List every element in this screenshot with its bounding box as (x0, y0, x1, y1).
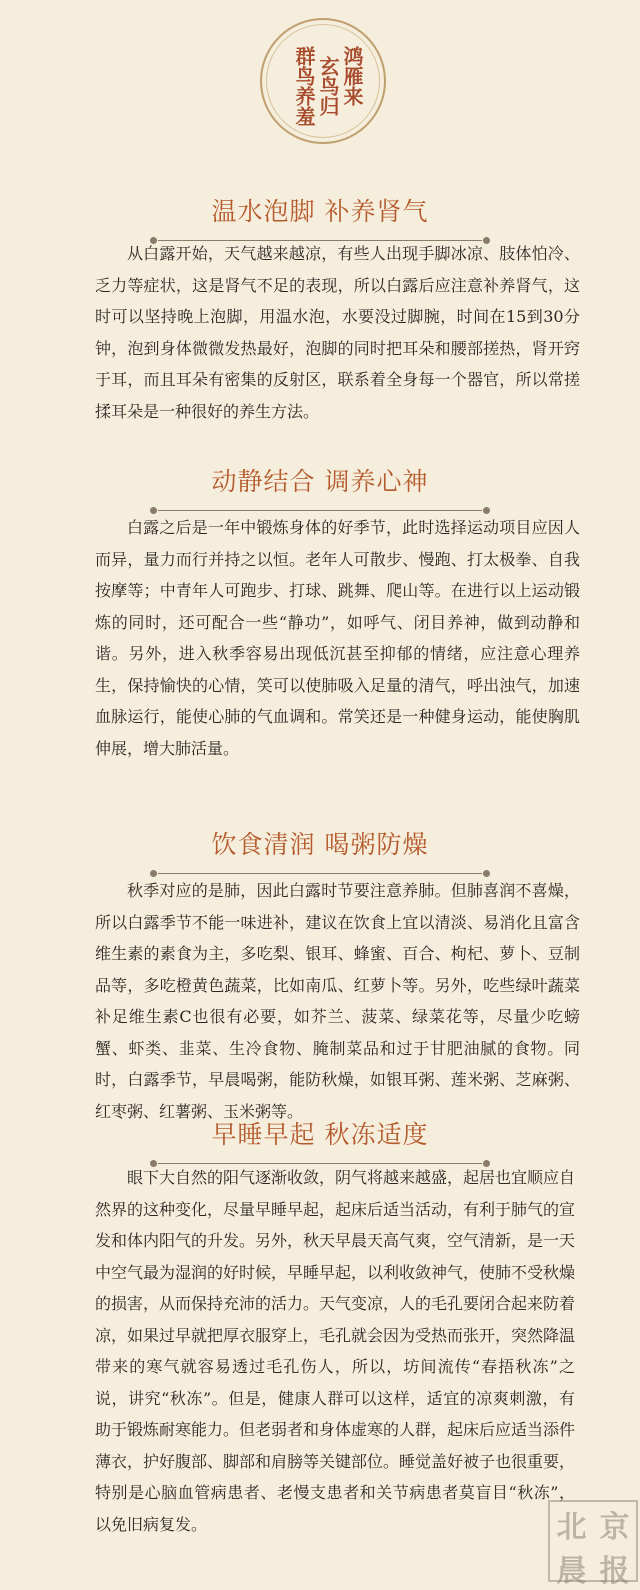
section-title-1: 温水泡脚 补养肾气 (211, 197, 429, 226)
seal-text-col2: 玄鸟归 (316, 56, 340, 116)
seal-emblem (260, 18, 386, 144)
section-title-4: 早睡早起 秋冻适度 (211, 1120, 429, 1149)
section-header-4 (140, 1115, 500, 1169)
section-title-3: 饮食清润 喝粥防燥 (211, 830, 429, 859)
watermark-char: 京 (599, 1510, 630, 1545)
watermark-char: 北 (556, 1510, 587, 1545)
section-title-2: 动静结合 调养心神 (211, 467, 429, 496)
seal-text-col3: 群鸟养羞 (292, 46, 316, 126)
section-header-3 (140, 825, 500, 879)
watermark-stamp (548, 1500, 638, 1589)
section-body-1: 从白露开始，天气越来越凉，有些人出现手脚冰凉、肢体怕冷、乏力等症状，这是肾气不足的表现，所以白露后应注意补养肾气，这时可以坚持晚上泡脚，用温水泡，水要没过脚腕，时间在15到30分钟，泡到身体微微发热最好，泡脚的同时把耳朵和腰部搓热，肾开窍于耳，而且耳朵有密集的反射区，联系着全身每一个器官，所以常搓揉耳朵是一种很好的养生方法。 (95, 244, 580, 421)
section-body-3: 秋季对应的是肺，因此白露时节要注意养肺。但肺喜润不喜燥，所以白露季节不能一味进补，建议在饮食上宜以清淡、易消化且富含维生素的素食为主，多吃梨、银耳、蜂蜜、百合、枸杞、萝卜、豆制品等，多吃橙黄色蔬菜，比如南瓜、红萝卜等。另外，吃些绿叶蔬菜补足维生素C也很有必要，如芥兰、菠菜、绿菜花等，尽量少吃螃蟹、虾类、韭菜、生冷食物、腌制菜品和过于甘肥油腻的食物。同时，白露季节，早晨喝粥，能防秋燥，如银耳粥、莲米粥、芝麻粥、红枣粥、红薯粥、玉米粥等。 (95, 881, 580, 1121)
section-body-4: 眼下大自然的阳气逐渐收敛，阴气将越来越盛，起居也宜顺应自然界的这种变化，尽量早睡早起，起床后适当活动，有利于肺气的宣发和体内阳气的升发。另外，秋天早晨天高气爽，空气清新，是一天中空气最为湿润的好时候，早睡早起，以利收敛神气，使肺不受秋燥的损害，从而保持充沛的活力。天气变凉，人的毛孔要闭合起来防着凉，如果过早就把厚衣服穿上，毛孔就会因为受热而张开，突然降温带来的寒气就容易透过毛孔伤人，所以，坊间流传“春捂秋冻”之说，讲究“秋冻”。但是，健康人群可以这样，适宜的凉爽刺激，有助于锻炼耐寒能力。但老弱者和身体虚寒的人群，起床后应适当添件薄衣，护好腹部、脚部和肩膀等关键部位。睡觉盖好被子也很重要，特别是心脑血管病患者、老慢支患者和关节病患者莫盲目“秋冻”，以免旧病复发。 (95, 1168, 576, 1534)
watermark-char: 晨 (556, 1554, 587, 1589)
seal-text-col1: 鸿雁来 (340, 46, 364, 106)
section-body-2: 白露之后是一年中锻炼身体的好季节，此时选择运动项目应因人而异，量力而行并持之以恒。老年人可散步、慢跑、打太极拳、自我按摩等；中青年人可跑步、打球、跳舞、爬山等。在进行以上运动锻炼的同时，还可配合一些“静功”，如呼气、闭目养神，做到动静和谐。另外，进入秋季容易出现低沉甚至抑郁的情绪，应注意心理养生，保持愉快的心情，笑可以使肺吸入足量的清气，呼出浊气，加速血脉运行，能使心肺的气血调和。常笑还是一种健身运动，能使胸肌伸展，增大肺活量。 (95, 518, 580, 758)
watermark-char: 报 (599, 1554, 630, 1589)
section-header-2 (140, 462, 500, 516)
